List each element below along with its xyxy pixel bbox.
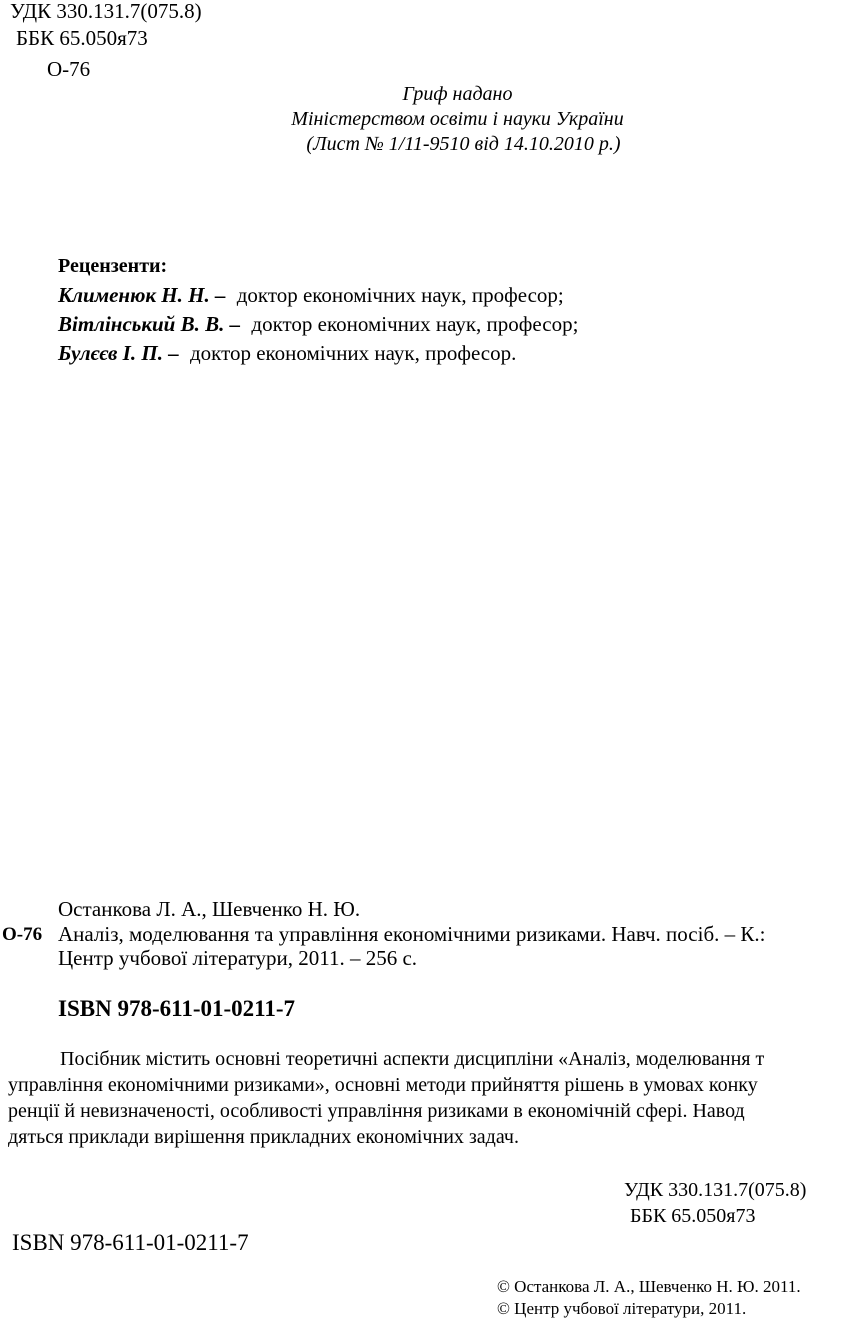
bbk-code-top: ББК 65.050я73 [16,26,148,50]
book-authors: Останкова Л. А., Шевченко Н. Ю. [58,897,361,921]
book-publisher-line: Центр учбової літератури, 2011. – 256 с. [58,946,418,970]
copyright-block [497,1276,801,1320]
approval-line-2: Міністерством освіти і науки України [291,108,624,130]
reviewer-name: Булєєв І. П. – [58,341,179,365]
copyright-line: © Останкова Л. А., Шевченко Н. Ю. 2011. [497,1277,801,1296]
approval-line-1: Гриф надано [402,83,513,105]
reviewer-row [58,310,578,339]
abstract-line: ренції й невизначеності, особливості управління ризиками в економічній сфері. Навод [8,1100,745,1122]
reviewer-title: доктор економічних наук, професор; [236,283,564,307]
reviewer-name: Клименюк Н. Н. – [58,283,226,307]
udk-code-top: УДК 330.131.7(075.8) [10,0,202,23]
udk-code-bottom: УДК 330.131.7(075.8) [624,1179,807,1201]
reviewer-name: Вітлінський В. В. – [58,312,241,336]
reviewer-row [58,281,578,310]
copyright-line: © Центр учбової літератури, 2011. [497,1299,747,1318]
reviewer-row [58,339,578,368]
abstract-line: Посібник містить основні теоретичні аспекти дисципліни «Аналіз, моделювання т [60,1048,765,1070]
abstract-line: управління економічними ризиками», основні методи прийняття рішень в умовах конку [8,1074,758,1096]
author-mark-top: О-76 [47,57,91,81]
author-mark-side: О-76 [2,924,43,945]
reviewer-title: доктор економічних наук, професор. [189,341,517,365]
bbk-code-bottom: ББК 65.050я73 [630,1205,756,1227]
isbn-bottom: ISBN 978-611-01-0211-7 [12,1230,249,1255]
isbn-main: ISBN 978-611-01-0211-7 [58,996,296,1021]
bibliographic-description [58,897,765,971]
approval-line-3: (Лист № 1/11-9510 від 14.10.2010 р.) [306,133,621,155]
abstract [8,1046,848,1150]
reviewers-heading: Рецензенти: [58,255,168,277]
approval-block [260,82,655,157]
book-title-line: Аналіз, моделювання та управління економічними ризиками. Навч. посіб. – К.: [58,921,766,946]
reviewers-block [58,252,578,368]
abstract-line: дяться приклади вирішення прикладних економічних задач. [8,1126,519,1148]
reviewer-title: доктор економічних наук, професор; [251,312,579,336]
